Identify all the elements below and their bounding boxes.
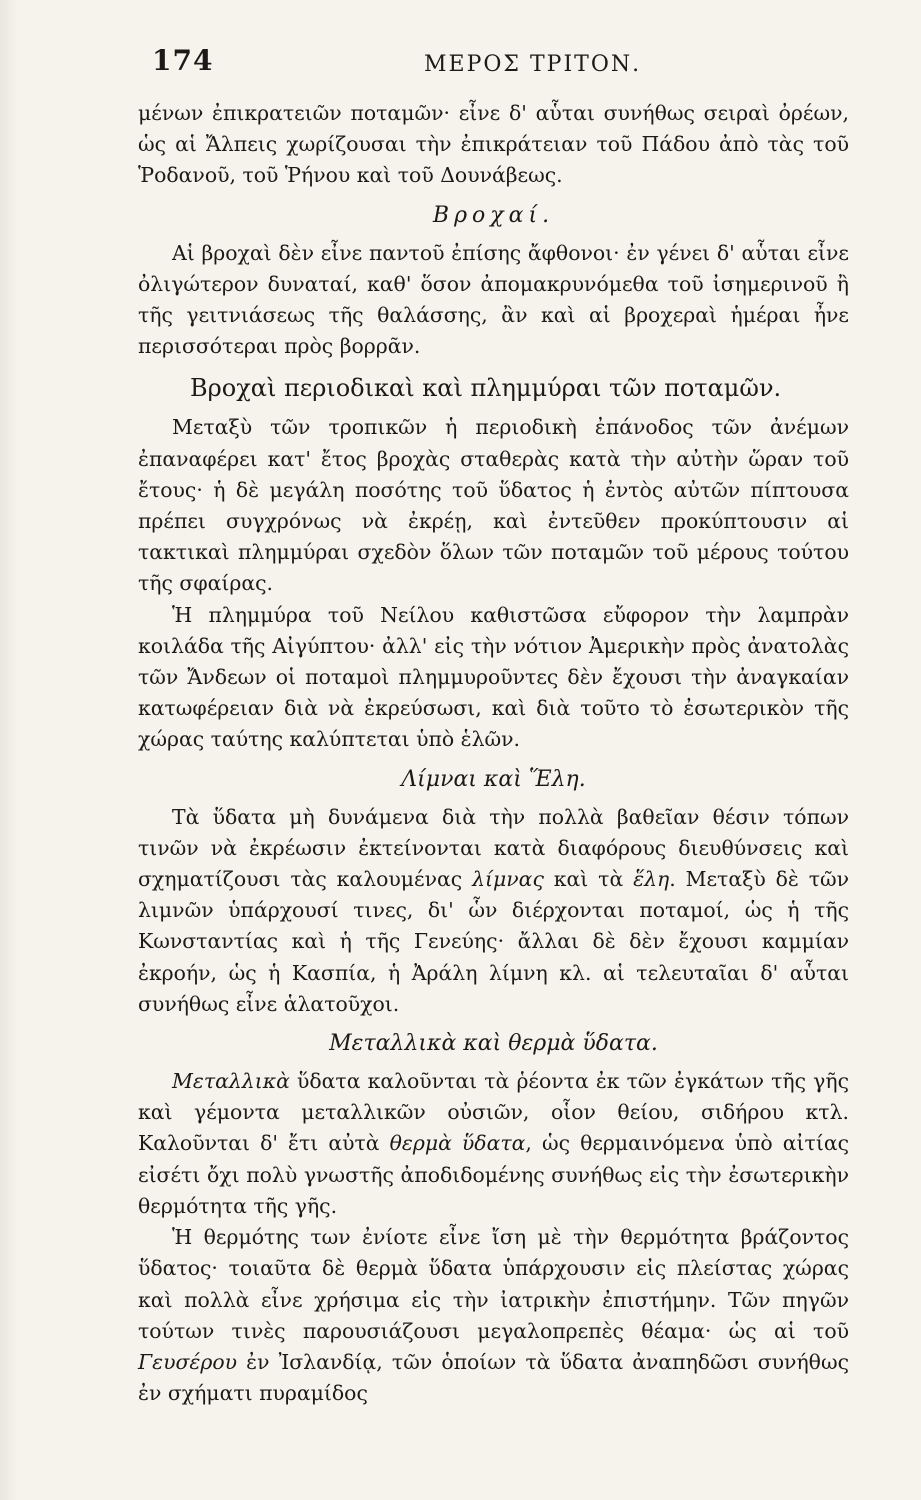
heading-periodic-rains: Βροχαὶ περιοδικαὶ καὶ πλημμύραι τῶν ποταμῶν. bbox=[190, 374, 782, 403]
intro-paragraph: μένων ἐπικρατειῶν ποταμῶν· εἶνε δ' αὗται συνήθως σειραὶ ὀρέων, ὡς αἱ Ἄλπεις χωρίζουσαι τὴν ἐπικράτειαν τοῦ Πάδου ἀπὸ τὰς τοῦ Ῥοδανοῦ, τοῦ Ῥήνου καὶ τοῦ Δουνάβεως. bbox=[138, 101, 849, 188]
paragraph-rain: Αἱ βροχαὶ δὲν εἶνε παντοῦ ἐπίσης ἄφθονοι· ἐν γένει δ' αὗται εἶνε ὀλιγώτερον δυναταί, καθ' ὅσον ἀπομακρυνόμεθα τοῦ ἰσημερινοῦ ἢ τῆς γειτνιάσεως τῆς θαλάσσης, ἂν καὶ αἱ βροχεραὶ ἡμέραι ἦνε περισσότεραι πρὸς βορρᾶν. bbox=[138, 240, 849, 359]
paragraph-mineral-2 bbox=[138, 1222, 849, 1409]
lakes-text-mid: καὶ τὰ bbox=[553, 867, 624, 892]
heading-mineral-waters: Μεταλλικὰ καὶ θερμὰ ὕδατα. bbox=[329, 1031, 658, 1057]
paragraph-lakes bbox=[138, 802, 849, 1020]
mineral-2-text-after: ἐν Ἰσλανδίᾳ, τῶν ὁποίων τὰ ὕδατα ἀναπηδῶσι συνήθως ἐν σχήματι πυραμίδος bbox=[138, 1349, 849, 1406]
mineral-text-before: ὕδατα καλοῦνται τὰ ῥέοντα ἐκ τῶν ἐγκάτων τῆς γῆς καὶ γέμοντα μεταλλικῶν οὐσιῶν, οἷον θείου, σιδήρου κτλ. Καλοῦνται δ' ἔτι αὐτὰ bbox=[138, 1069, 849, 1156]
page-number: 174 bbox=[152, 44, 214, 77]
mineral-2-term: Γευσέρου bbox=[138, 1349, 238, 1374]
paragraph-periodic-1: Μεταξὺ τῶν τροπικῶν ἡ περιοδικὴ ἐπάνοδος τῶν ἀνέμων ἐπαναφέρει κατ' ἔτος βροχὰς σταθερὰς κατὰ τὴν αὐτὴν ὥραν τοῦ ἔτους· ἡ δὲ μεγάλη ποσότης τοῦ ὕδατος ἡ ἐντὸς αὐτῶν πίπτουσα πρέπει συγχρόνως νὰ ἐκρέῃ, καὶ ἐντεῦθεν προκύπτουσιν αἱ τακτικαὶ πλημμύραι σχεδὸν ὅλων τῶν ποταμῶν τοῦ μέρους τούτου τῆς σφαίρας. bbox=[138, 415, 849, 596]
lakes-term-2: ἕλη bbox=[633, 867, 670, 892]
lakes-term-1: λίμνας bbox=[472, 867, 544, 892]
lakes-text-before: Τὰ ὕδατα μὴ δυνάμενα διὰ τὴν πολλὰ βαθεῖαν θέσιν τόπων τινῶν νὰ ἐκρέωσιν ἐκτείνονται κατὰ διαφόρους διευθύνσεις καὶ σχηματίζουσι τὰς καλουμένας bbox=[138, 804, 849, 892]
mineral-text-after: , ὡς θερμαινόμενα ὑπὸ αἰτίας εἰσέτι ὄχι πολὺ γνωστῆς ἀποδιδομένης συνήθως εἰς τὴν ἐσωτερικὴν θερμότητα τῆς γῆς. bbox=[138, 1131, 850, 1218]
mineral-2-text-before: Ἡ θερμότης των ἐνίοτε εἶνε ἴση μὲ τὴν θερμότητα βράζοντος ὕδατος· τοιαῦτα δὲ θερμὰ ὕδατα ὑπάρχουσιν εἰς πλείστας χώρας καὶ πολλὰ εἶνε χρήσιμα εἰς τὴν ἰατρικὴν ἐπιστήμην. Τῶν πηγῶν τούτων τινὲς παρουσιάζουσι μεγαλοπρεπὲς θέαμα· ὡς αἱ τοῦ bbox=[138, 1225, 849, 1343]
mineral-term: θερμὰ ὕδατα bbox=[389, 1131, 526, 1156]
mineral-lead-term: Μεταλλικὰ bbox=[172, 1069, 290, 1094]
paragraph-periodic-2: Ἡ πλημμύρα τοῦ Νείλου καθιστῶσα εὔφορον τὴν λαμπρὰν κοιλάδα τῆς Αἰγύπτου· ἀλλ' εἰς τὴν νότιον Ἀμερικὴν πρὸς ἀνατολὰς τῶν Ἄνδεων οἱ ποταμοὶ πλημμυροῦντες δὲν ἔχουσι τὴν ἀναγκαίαν κατωφέρειαν διὰ νὰ ἐκρεύσωσι, καὶ διὰ τοῦτο τὸ ἐσωτερικὸν τῆς χώρας ταύτης καλύπτεται ὑπὸ ἑλῶν. bbox=[138, 602, 849, 752]
heading-rain: Βροχαί. bbox=[432, 202, 555, 228]
paragraph-mineral-1 bbox=[138, 1066, 849, 1222]
heading-lakes: Λίμναι καὶ Ἕλη. bbox=[401, 766, 586, 792]
running-head bbox=[138, 40, 849, 92]
running-section-title: ΜΕΡΟΣ ΤΡΙΤΟΝ. bbox=[424, 52, 642, 77]
lakes-text-after: . Μεταξὺ δὲ τῶν λιμνῶν ὑπάρχουσί τινες, δι' ὧν διέρχονται ποταμοί, ὡς ἡ τῆς Κωνσταντίας καὶ ἡ τῆς Γενεύης· ἄλλαι δὲ δὲν ἔχουσι καμμίαν ἐκροήν, ὡς ἡ Κασπία, ἡ Ἀράλη λίμνη κλ. αἱ τελευταῖαι δ' αὗται συνήθως εἶνε ἁλατοῦχοι. bbox=[138, 867, 850, 1016]
